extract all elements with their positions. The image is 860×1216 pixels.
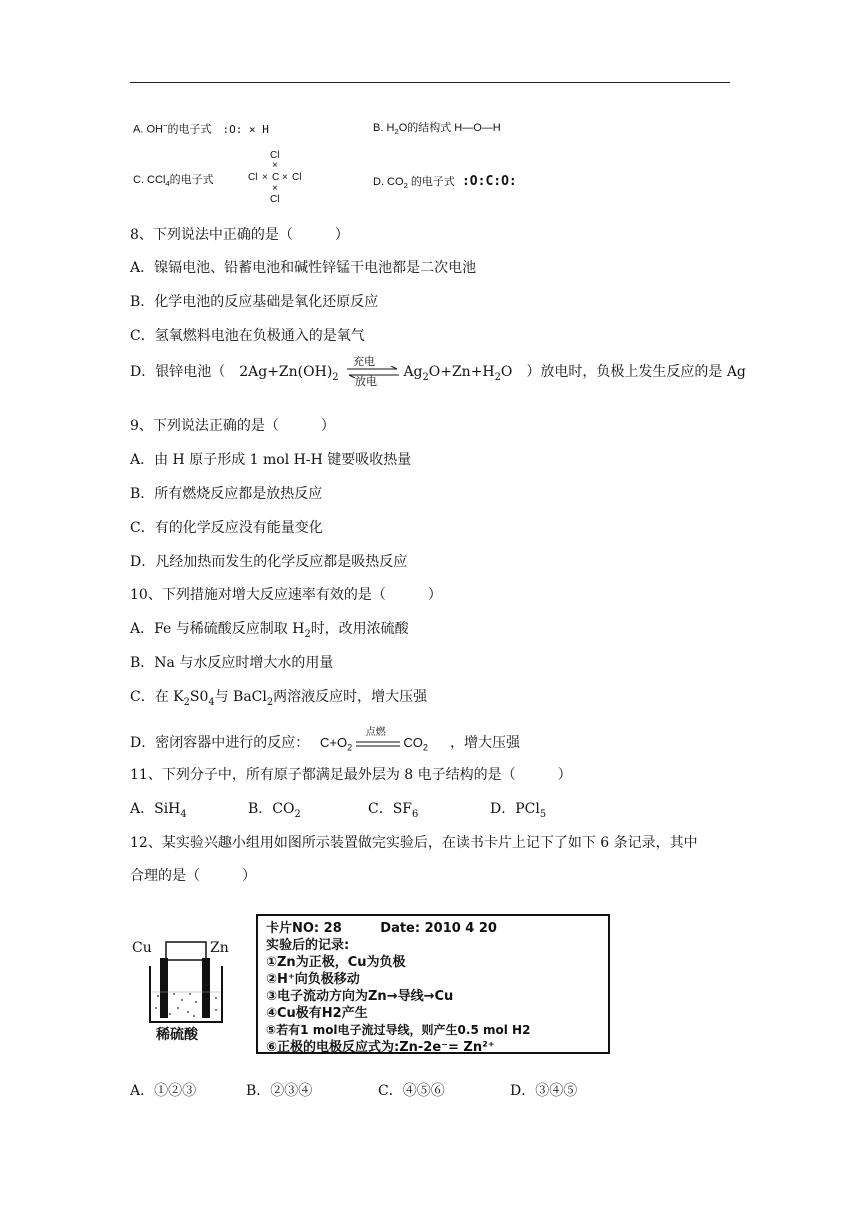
electrode-zn-label: Zn — [210, 940, 229, 956]
card-line-6: ⑤若有1 mol电子流过导线，则产生0.5 mol H2 — [266, 1023, 531, 1037]
q7-option-c: C. CCl$_4$的电子式 — [133, 174, 214, 189]
ccl4-structure: Cl × Cl × C × Cl × Cl — [248, 150, 302, 205]
q10-option-c: C．在 $K_2S0_4$与 BaCl$_2$两溶液反应时，增大压强 — [130, 689, 428, 708]
reading-card — [256, 914, 610, 1054]
q7-option-a-formula: :O: × H — [222, 122, 269, 136]
card-header: 卡片NO: 28 Date: 2010 4 20 — [266, 921, 497, 936]
ccl4-c-center: C — [272, 172, 280, 183]
q12-stem-line2: 合理的是（ ） — [130, 868, 256, 884]
card-line-4: ③电子流动方向为Zn→导线→Cu — [266, 989, 454, 1004]
q9-option-a: A．由 H 原子形成 1 mol H-H 键要吸收热量 — [130, 452, 412, 468]
q11-option-a: A．SiH$_4$ — [130, 801, 187, 820]
q9-option-c: C．有的化学反应没有能量变化 — [130, 520, 323, 536]
q9-option-b: B．所有燃烧反应都是放热反应 — [130, 486, 323, 502]
q12-stem-line1: 12、某实验兴趣小组用如图所示装置做完实验后，在读书卡片上记下了如下 6 条记录，其中 — [130, 835, 698, 851]
electrolyte-label: 稀硫酸 — [156, 1027, 198, 1043]
galvanic-cell-figure — [130, 936, 240, 1046]
q12-option-c: C．④⑤⑥ — [378, 1083, 445, 1099]
q9-stem: 9、下列说法正确的是（ ） — [130, 418, 335, 434]
q8-option-b: B．化学电池的反应基础是氧化还原反应 — [130, 294, 379, 310]
ccl4-cl-top: Cl — [270, 150, 280, 161]
header-rule — [130, 82, 730, 83]
q7-option-b: B. $H_2O$的结构式 H—O—H — [373, 122, 501, 137]
q8-stem: 8、下列说法中正确的是（ ） — [130, 227, 349, 243]
ccl4-cl-bottom: Cl — [270, 194, 280, 205]
card-line-3: ②H⁺向负极移动 — [266, 972, 360, 987]
ccl4-cl-right: Cl — [292, 172, 302, 183]
q10-option-a: A．Fe 与稀硫酸反应制取 $H_2$时，改用浓硫酸 — [130, 621, 409, 640]
q8-option-c: C．氢氧燃料电池在负极通入的是氧气 — [130, 328, 365, 344]
q7-option-a: A. OH−的电子式 :O: × H — [133, 121, 269, 136]
q8-option-d: D．银锌电池（ $2Ag+Zn(OH)_2$ 充电 放电 $Ag_2O+Zn+H_2O$ ）放电时，负极上发生反应的是 Ag — [130, 352, 746, 392]
q7-option-d: D. $CO_2$ 的电子式 :O:C:O: — [373, 174, 517, 191]
q11-option-b: B．$CO_2$ — [248, 801, 301, 820]
q10-stem: 10、下列措施对增大反应速率有效的是（ ） — [130, 587, 442, 603]
q12-option-b: B．②③④ — [246, 1083, 313, 1099]
q11-option-c: C．$SF_6$ — [368, 801, 419, 820]
card-line-5: ④Cu极有H2产生 — [266, 1006, 368, 1021]
combustion-equation: $C+O_2$ 点燃 $CO_2$ — [320, 733, 428, 758]
q7-option-d-formula: :O:C:O: — [461, 174, 517, 189]
card-line-7: ⑥正极的电极反应式为:Zn-2e⁻= Zn²⁺ — [266, 1040, 495, 1055]
reversible-arrow: 充电 放电 — [347, 352, 399, 392]
ccl4-cl-left: Cl — [248, 172, 258, 183]
q10-option-b: B．Na 与水反应时增大水的用量 — [130, 655, 334, 671]
q11-stem: 11、下列分子中，所有原子都满足最外层为 8 电子结构的是（ ） — [130, 767, 572, 783]
q8-option-a: A．镍镉电池、铅蓄电池和碱性锌锰干电池都是二次电池 — [130, 260, 477, 276]
q12-option-a: A．①②③ — [130, 1083, 197, 1099]
electrode-cu-label: Cu — [132, 940, 152, 956]
card-line-1: 实验后的记录: — [266, 938, 350, 953]
q12-option-d: D．③④⑤ — [510, 1083, 578, 1099]
q9-option-d: D．凡经加热而发生的化学反应都是吸热反应 — [130, 554, 408, 570]
condition-ignite: 点燃 — [365, 726, 386, 738]
card-line-2: ①Zn为正极，Cu为负极 — [266, 955, 406, 970]
q11-option-d: D．PCl$_5$ — [490, 801, 547, 820]
